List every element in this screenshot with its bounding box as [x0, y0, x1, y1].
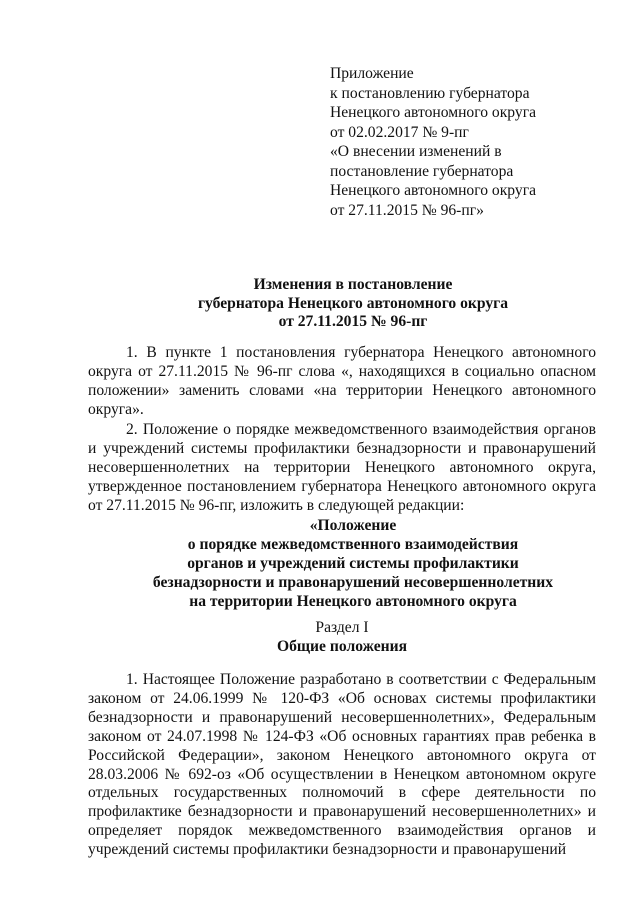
changes-title-line: Изменения в постановление	[253, 276, 453, 293]
appendix-line: от 27.11.2015 № 96-пг»	[330, 201, 484, 219]
regulation-title	[88, 516, 618, 611]
appendix-line: «О внесении изменений в	[330, 143, 502, 160]
paragraph-3-block	[88, 671, 596, 860]
appendix-line: к постановлению губернатора	[330, 84, 530, 102]
paragraph-3: 1. Настоящее Положение разработано в соответствии с Федеральным законом от 24.06.1999 № 120-ФЗ «Об основах системы профилактики безнадзорности и правонарушений несовершеннолетних», Федеральным законом от 24.07.1998 № 124-ФЗ «Об основных гарантиях прав ребенка в Российской Федерации», законом Ненецкого автономного округа от 28.03.2006 № 692-оз «Об осуществлении в Ненецком автономном округе отдельных государственных полномочий в сфере деятельности по профилактике безнадзорности и правонарушений несовершеннолетних» и определяет порядок межведомственного взаимодействия органов и учреждений системы профилактики безнадзорности и правонарушений	[88, 671, 596, 859]
section-heading	[88, 618, 596, 656]
changes-title-line: губернатора Ненецкого автономного округа	[197, 294, 509, 312]
regulation-title-line: «Положение	[309, 517, 397, 534]
appendix-line: Ненецкого автономного округа	[330, 104, 537, 121]
regulation-title-line: на территории Ненецкого автономного округа	[189, 593, 517, 610]
paragraph-1-block	[88, 344, 596, 420]
changes-title-line: от 27.11.2015 № 96-пг	[278, 313, 428, 330]
appendix-line: постановление губернатора	[330, 162, 514, 180]
paragraph-2: 2. Положение о порядке межведомственного взаимодействия органов и учреждений системы профилактики безнадзорности и правонарушений несовершеннолетних на территории Ненецкого автономного округа, утвержденное постановлением губернатора Ненецкого автономного округа от 27.11.2015 № 96-пг, изложить в следующей редакции:	[88, 421, 596, 514]
section-name: Общие положения	[276, 638, 408, 655]
appendix-line: Приложение	[330, 65, 414, 82]
regulation-title-line: органов и учреждений системы профилактики	[187, 555, 519, 572]
regulation-title-line: безнадзорности и правонарушений несовершеннолетних	[152, 574, 554, 591]
appendix-line: от 02.02.2017 № 9-пг	[330, 123, 469, 141]
appendix-header	[330, 64, 620, 220]
changes-title	[88, 276, 618, 332]
section-number: Раздел I	[315, 619, 369, 636]
paragraph-2-block	[88, 421, 596, 516]
appendix-line: Ненецкого автономного округа	[330, 182, 537, 199]
paragraph-1: 1. В пункте 1 постановления губернатора Ненецкого автономного округа от 27.11.2015 № 96-пг слова «, находящихся в социально опасном положении» заменить словами «на территории Ненецкого автономного округа».	[88, 344, 596, 418]
regulation-title-line: о порядке межведомственного взаимодействия	[187, 536, 519, 553]
